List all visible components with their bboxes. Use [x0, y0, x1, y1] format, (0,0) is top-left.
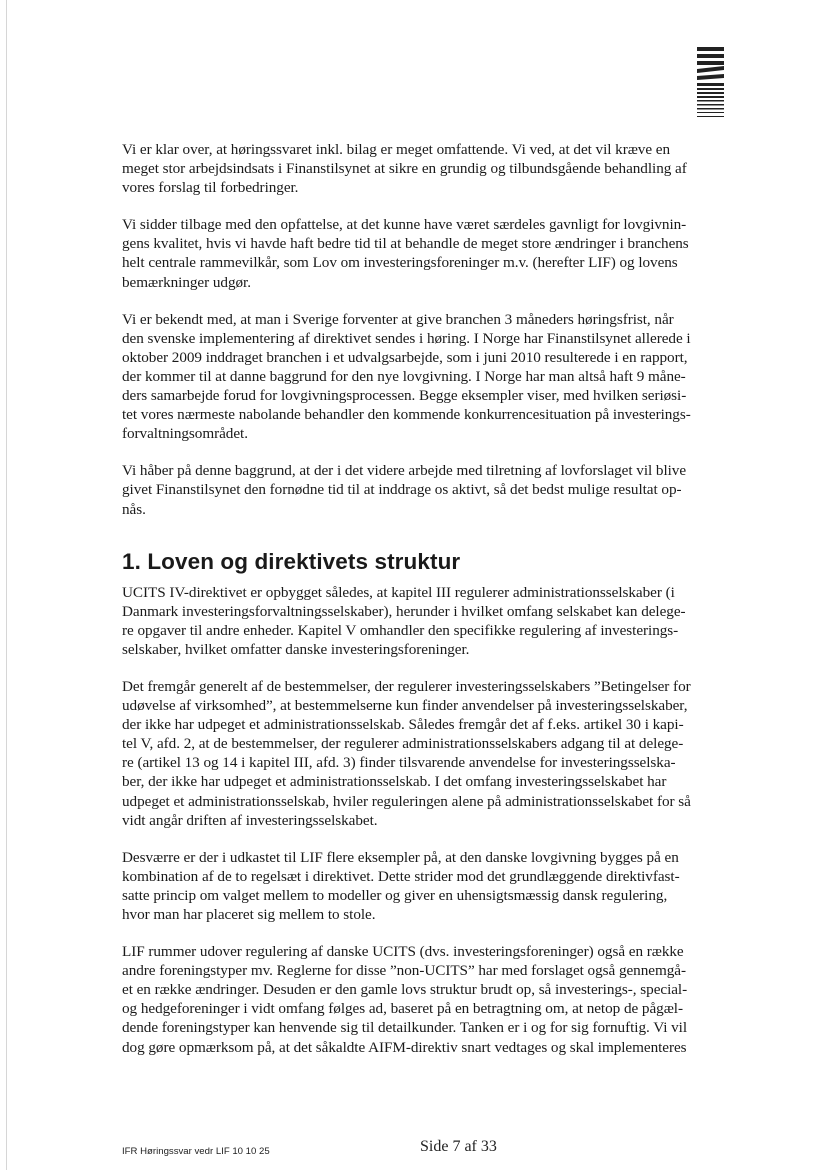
text-line: givet Finanstilsynet den fornødne tid til at inddrage os aktivt, så det bedst mulige resultat op- [122, 481, 682, 499]
text-line: re opgaver til andre enheder. Kapitel V omhandler den specifikke regulering af investerings- [122, 621, 679, 639]
text-line: den svenske implementering af direktivet sendes i høring. I Norge har Finanstilsynet allerede i [122, 329, 691, 347]
text-line: vidt angår driften af investeringsselskabet. [122, 811, 378, 829]
paragraph [122, 583, 756, 659]
scan-edge-line [6, 0, 7, 1170]
text-line: tet vores nærmeste nabolande behandler den kommende konkurrencesituation på investerings- [122, 406, 691, 424]
text-line: andre foreningstyper mv. Reglerne for disse ”non-UCITS” har med forslaget også gennemgå- [122, 962, 686, 980]
paragraph [122, 677, 756, 830]
paragraph [122, 140, 756, 197]
text-line: og hedgeforeninger i vidt omfang følges ad, baseret på en betragtning om, at netop de pågæl- [122, 1000, 683, 1018]
text-line: hvor man har placeret sig mellem to stole. [122, 906, 376, 923]
text-line: meget stor arbejdsindsats i Finanstilsynet at sikre en grundig og tilbundsgående behandling af [122, 160, 687, 178]
text-line: forvaltningsområdet. [122, 425, 248, 443]
text-line: et en række ændringer. Desuden er den gamle lovs struktur brudt op, så investerings-, special- [122, 981, 688, 999]
text-line: selskaber, hvilket omfatter danske investeringsforeninger. [122, 640, 470, 658]
text-line: der ikke har udpeget et administrationsselskab. Således fremgår det af f.eks. artikel 30 i kapi- [122, 716, 684, 734]
ifr-striped-logo-icon [697, 47, 724, 119]
section-heading: 1. Loven og direktivets struktur [122, 548, 461, 574]
text-line: Desværre er der i udkastet til LIF flere eksempler på, at den danske lovgivning bygges på en [122, 848, 679, 866]
text-line: Vi er klar over, at høringssvaret inkl. bilag er meget omfattende. Vi ved, at det vil kræve en [122, 141, 671, 158]
text-line: ber, der ikke har udpeget et administrationsselskab. I det omfang investeringsselskabet har [122, 773, 667, 791]
text-line: Vi sidder tilbage med den opfattelse, at det kunne have været særdeles gavnligt for lovgivnin- [122, 216, 687, 234]
text-line: Vi er bekendt med, at man i Sverige forventer at give branchen 3 måneders høringsfrist, når [122, 310, 674, 328]
paragraph [122, 310, 756, 444]
text-line: ders samarbejde forud for lovgivningsprocessen. Begge eksempler viser, med hvilken seriøsi- [122, 387, 687, 405]
text-line: Danmark investeringsforvaltningsselskaber), herunder i hvilket omfang selskabet kan delege- [122, 602, 686, 620]
text-line: nås. [122, 500, 146, 518]
text-line: Det fremgår generelt af de bestemmelser, der regulerer investeringsselskabers ”Betingelser for [122, 677, 691, 695]
text-line: LIF rummer udover regulering af danske UCITS (dvs. investeringsforeninger) også en række [122, 943, 684, 961]
paragraph [122, 848, 756, 924]
intro-section [122, 140, 756, 519]
text-line: udøvelse af virksomhed”, at bestemmelserne kun finder anvendelser på investeringsselskaber, [122, 697, 688, 715]
page-content [122, 140, 756, 1075]
text-line: vores forslag til forbedringer. [122, 179, 299, 197]
text-line: gens kvalitet, hvis vi havde haft bedre tid til at behandle de meget store ændringer i branchens [122, 235, 689, 253]
text-line: dog gøre opmærksom på, at det såkaldte AIFM-direktiv snart vedtages og skal implementeres [122, 1038, 687, 1056]
text-line: helt centrale rammevilkår, som Lov om investeringsforeninger m.v. (herefter LIF) og lovens [122, 254, 678, 272]
text-line: re (artikel 13 og 14 i kapitel III, afd. 3) finder tilsvarende anvendelse for investeringsselska- [122, 754, 676, 772]
text-line: Vi håber på denne baggrund, at der i det videre arbejde med tilretning af lovforslaget vil blive [122, 462, 687, 480]
text-line: oktober 2009 inddraget branchen i et udvalgsarbejde, som i juni 2010 resulterede i en rapport, [122, 348, 688, 366]
text-line: tel V, afd. 2, at de bestemmelser, der regulerer administrationsselskabers adgang til at delege- [122, 735, 684, 753]
paragraph [122, 461, 756, 518]
section-body [122, 583, 756, 1057]
text-line: satte princip om valget mellem to modeller og giver en uhensigtsmæssig dansk regulering, [122, 886, 668, 904]
text-line: bemærkninger udgør. [122, 273, 251, 291]
text-line: udpeget et administrationsselskab, hviler reguleringen alene på administrationsselskabet for så [122, 792, 691, 810]
paragraph [122, 215, 756, 291]
footer-page-number: Side 7 af 33 [420, 1138, 497, 1155]
text-line: der kommer til at danne baggrund for den nye lovgivning. I Norge har man altså haft 9 måne- [122, 367, 686, 385]
footer-document-ref: IFR Høringssvar vedr LIF 10 10 25 [122, 1146, 270, 1157]
paragraph [122, 942, 756, 1057]
text-line: UCITS IV-direktivet er opbygget således, at kapitel III regulerer administrationsselskaber (i [122, 583, 675, 601]
text-line: kombination af de to regelsæt i direktivet. Dette strider mod det grundlæggende direktivfast- [122, 867, 680, 885]
text-line: dende foreningstyper kan henvende sig til detailkunder. Tanken er i og for sig fornuftig. Vi vil [122, 1019, 688, 1037]
